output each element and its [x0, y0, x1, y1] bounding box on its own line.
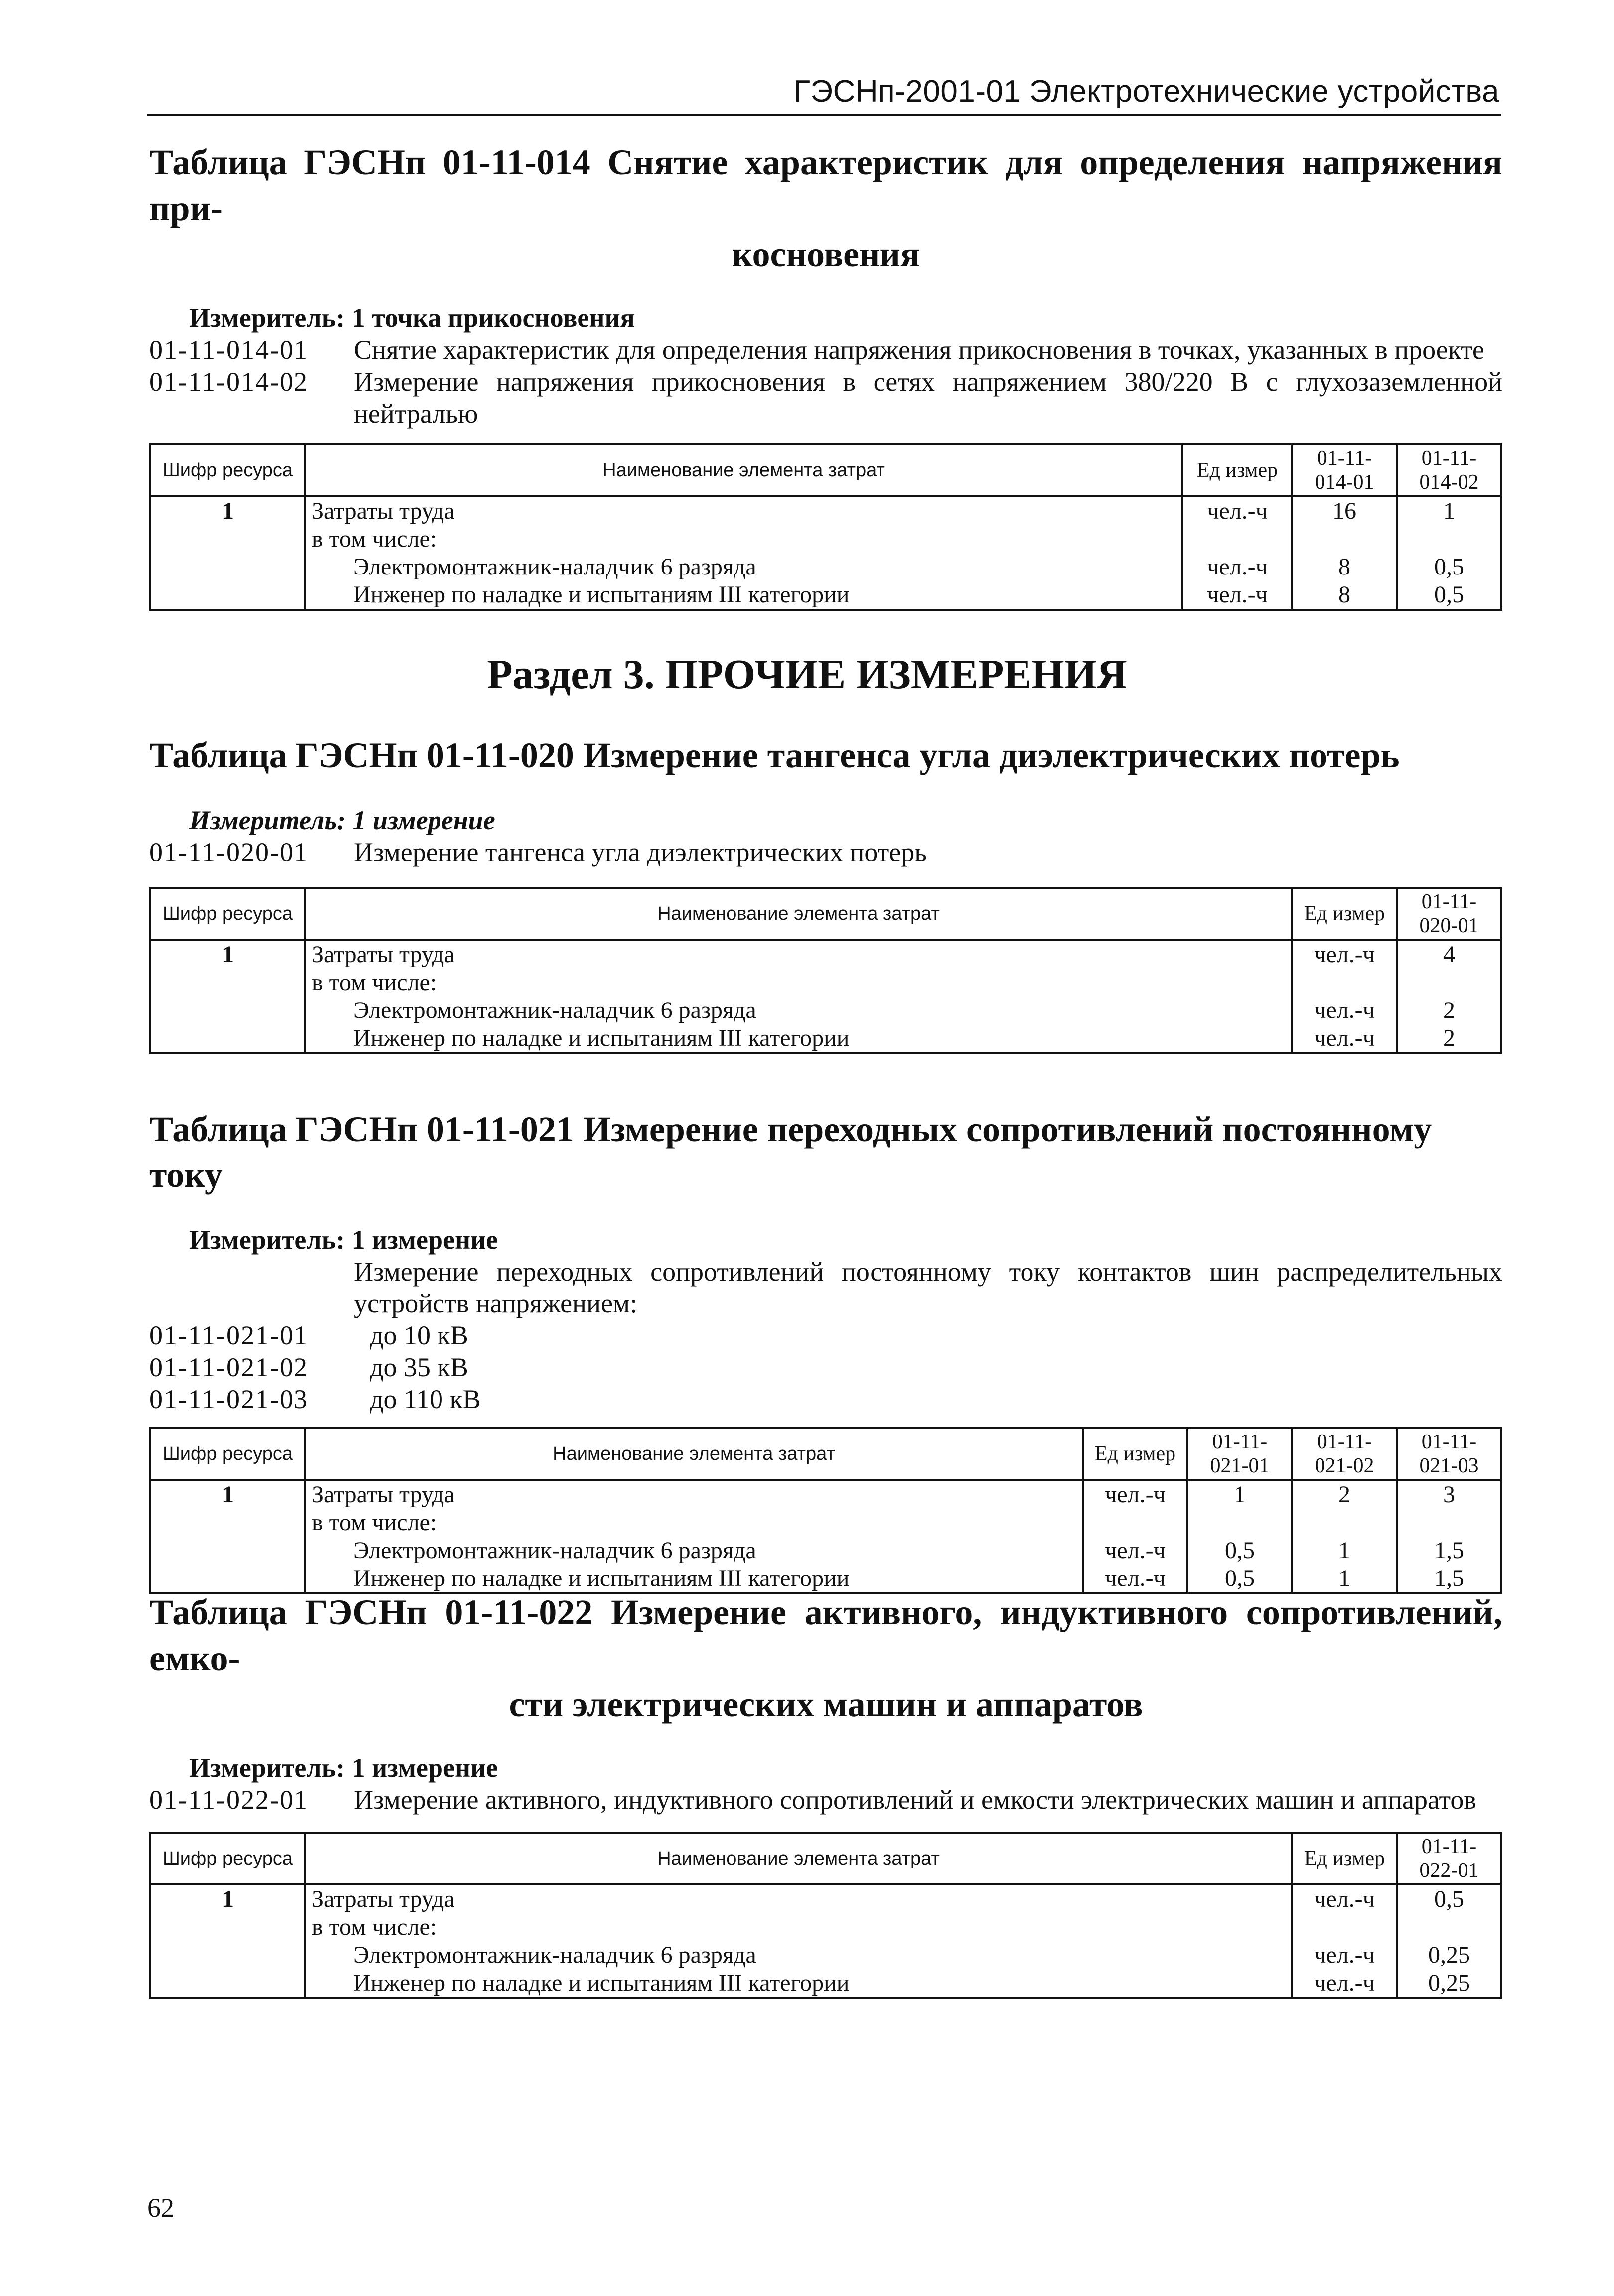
table-020-block — [149, 732, 1502, 1054]
table-020-measurer: Измеритель: 1 измерение — [189, 805, 495, 835]
cell-value: 2 — [1397, 1024, 1501, 1053]
table-020-grid — [149, 887, 1502, 1054]
cell-code: 1 — [150, 496, 305, 525]
header-resource-code: Шифр ресурса — [150, 1428, 305, 1480]
table-row — [150, 1537, 1501, 1565]
table-row — [150, 553, 1501, 581]
header-column-code: 01-11-014-01 — [1292, 444, 1397, 496]
table-020-item — [149, 836, 1502, 868]
cell-unit: чел.-ч — [1292, 940, 1397, 969]
header-column-code: 01-11-020-01 — [1397, 888, 1501, 940]
table-row — [150, 525, 1501, 553]
cell-unit: чел.-ч — [1182, 496, 1292, 525]
cell-name: Инженер по наладке и испытаниям III категории — [305, 1024, 1292, 1053]
item-text: Снятие характеристик для определения напряжения прикосновения в точках, указанных в проекте — [354, 335, 1484, 365]
header-unit: Ед измер — [1182, 444, 1292, 496]
cell-name: Инженер по наладке и испытаниям III категории — [305, 1565, 1083, 1593]
intro-text: Измерение переходных сопротивлений постоянному току контактов шин распределительных устройств напряжением: — [354, 1257, 1502, 1318]
table-022-title-line2: сти электрических машин и аппаратов — [509, 1684, 1143, 1724]
header-resource-code: Шифр ресурса — [150, 1833, 305, 1884]
item-code: 01-11-021-01 — [149, 1320, 308, 1350]
table-021-item — [149, 1351, 1502, 1383]
cell-code: 1 — [150, 1884, 305, 1913]
header-cost-element: Наименование элемента затрат — [305, 888, 1292, 940]
header-rule — [147, 114, 1501, 116]
cell-value: 0,5 — [1187, 1537, 1292, 1565]
table-021-item — [149, 1319, 1502, 1351]
header-cost-element: Наименование элемента затрат — [305, 1833, 1292, 1884]
table-row — [150, 1969, 1501, 1998]
header-column-code: 01-11-014-02 — [1397, 444, 1501, 496]
cell-unit: чел.-ч — [1292, 1969, 1397, 1998]
cell-name: в том числе: — [305, 1913, 1292, 1941]
table-014-grid — [149, 443, 1502, 611]
cell-unit: чел.-ч — [1292, 1024, 1397, 1053]
table-021-title: Таблица ГЭСНп 01-11-021 Измерение переходных сопротивлений постоянному току — [149, 1109, 1432, 1195]
cell-name: Затраты труда — [305, 496, 1182, 525]
table-014-title — [149, 140, 1502, 277]
cell-value: 0,25 — [1397, 1941, 1501, 1969]
table-row — [150, 997, 1501, 1024]
cell-value: 0,5 — [1397, 581, 1501, 610]
cell-name: Затраты труда — [305, 1884, 1292, 1913]
running-head: ГЭСНп-2001-01 Электротехнические устройства — [793, 74, 1499, 109]
table-021-intro — [149, 1256, 1502, 1319]
cell-name: Затраты труда — [305, 940, 1292, 969]
cell-unit: чел.-ч — [1292, 997, 1397, 1024]
cell-value: 1 — [1292, 1565, 1397, 1593]
cell-name: Затраты труда — [305, 1480, 1083, 1509]
table-row — [150, 1913, 1501, 1941]
table-020-title: Таблица ГЭСНп 01-11-020 Измерение тангенса угла диэлектрических потерь — [149, 735, 1400, 775]
cell-value: 3 — [1397, 1480, 1501, 1509]
header-column-code: 01-11-022-01 — [1397, 1833, 1501, 1884]
table-row — [150, 969, 1501, 997]
item-text: Измерение активного, индуктивного сопротивлений и емкости электрических машин и аппаратов — [354, 1785, 1476, 1815]
page-number: 62 — [147, 2193, 174, 2223]
cell-unit: чел.-ч — [1182, 581, 1292, 610]
cell-value: 1,5 — [1397, 1537, 1501, 1565]
table-row — [150, 496, 1501, 525]
cell-value: 1 — [1292, 1537, 1397, 1565]
header-column-code: 01-11-021-01 — [1187, 1428, 1292, 1480]
item-text: Измерение напряжения прикосновения в сетях напряжением 380/220 В с глухозаземленной нейтралью — [354, 367, 1502, 429]
item-code: 01-11-020-01 — [149, 837, 308, 867]
header-resource-code: Шифр ресурса — [150, 444, 305, 496]
item-code: 01-11-014-01 — [149, 335, 308, 365]
table-014-measurer: Измеритель: 1 точка прикосновения — [189, 303, 635, 333]
cell-name: Инженер по наладке и испытаниям III категории — [305, 581, 1182, 610]
table-022-grid — [149, 1832, 1502, 1999]
header-cost-element: Наименование элемента затрат — [305, 444, 1182, 496]
item-code: 01-11-021-03 — [149, 1384, 308, 1414]
cell-value: 1 — [1187, 1480, 1292, 1509]
cell-unit: чел.-ч — [1292, 1884, 1397, 1913]
table-row — [150, 1480, 1501, 1509]
table-row — [150, 1941, 1501, 1969]
cell-unit: чел.-ч — [1083, 1565, 1187, 1593]
item-text: до 10 кВ — [370, 1320, 468, 1350]
table-021-item — [149, 1383, 1502, 1415]
item-code: 01-11-014-02 — [149, 367, 308, 397]
cell-unit: чел.-ч — [1292, 1941, 1397, 1969]
cell-value: 2 — [1292, 1480, 1397, 1509]
cell-value: 2 — [1397, 997, 1501, 1024]
item-text: до 110 кВ — [370, 1384, 481, 1414]
table-014-item — [149, 366, 1502, 430]
section-title: Раздел 3. ПРОЧИЕ ИЗМЕРЕНИЯ — [487, 651, 1127, 698]
item-text: до 35 кВ — [370, 1352, 468, 1382]
cell-value: 0,5 — [1187, 1565, 1292, 1593]
table-021-measurer: Измеритель: 1 измерение — [189, 1225, 498, 1255]
cell-name: Электромонтажник-наладчик 6 разряда — [305, 997, 1292, 1024]
table-row — [150, 1024, 1501, 1053]
table-014-title-line2: косновения — [732, 234, 920, 274]
cell-name: в том числе: — [305, 525, 1182, 553]
cell-unit: чел.-ч — [1083, 1480, 1187, 1509]
cell-code: 1 — [150, 940, 305, 969]
header-unit: Ед измер — [1292, 1833, 1397, 1884]
cell-name: Электромонтажник-наладчик 6 разряда — [305, 1941, 1292, 1969]
cell-value: 16 — [1292, 496, 1397, 525]
header-cost-element: Наименование элемента затрат — [305, 1428, 1083, 1480]
table-014-title-line1: Таблица ГЭСНп 01-11-014 Снятие характеристик для определения напряжения при- — [149, 143, 1502, 228]
table-014-block — [149, 140, 1502, 611]
table-022-title — [149, 1589, 1502, 1727]
header-resource-code: Шифр ресурса — [150, 888, 305, 940]
cell-name: в том числе: — [305, 1509, 1083, 1537]
cell-value: 0,5 — [1397, 553, 1501, 581]
cell-name: Электромонтажник-наладчик 6 разряда — [305, 553, 1182, 581]
table-021-grid — [149, 1427, 1502, 1594]
cell-name: Электромонтажник-наладчик 6 разряда — [305, 1537, 1083, 1565]
cell-value: 0,5 — [1397, 1884, 1501, 1913]
cell-unit: чел.-ч — [1083, 1537, 1187, 1565]
table-row — [150, 1884, 1501, 1913]
item-text: Измерение тангенса угла диэлектрических потерь — [354, 837, 927, 867]
table-row — [150, 940, 1501, 969]
cell-value: 8 — [1292, 581, 1397, 610]
cell-code: 1 — [150, 1480, 305, 1509]
table-021-block — [149, 1106, 1502, 1594]
item-code: 01-11-022-01 — [149, 1785, 308, 1815]
table-022-item — [149, 1784, 1502, 1816]
table-row — [150, 1509, 1501, 1537]
header-column-code: 01-11-021-02 — [1292, 1428, 1397, 1480]
cell-value: 8 — [1292, 553, 1397, 581]
cell-unit: чел.-ч — [1182, 553, 1292, 581]
cell-value: 1 — [1397, 496, 1501, 525]
item-code: 01-11-021-02 — [149, 1352, 308, 1382]
table-022-title-line1: Таблица ГЭСНп 01-11-022 Измерение активного, индуктивного сопротивлений, емко- — [149, 1592, 1502, 1678]
cell-value: 0,25 — [1397, 1969, 1501, 1998]
header-column-code: 01-11-021-03 — [1397, 1428, 1501, 1480]
header-unit: Ед измер — [1083, 1428, 1187, 1480]
table-022-measurer: Измеритель: 1 измерение — [189, 1753, 498, 1783]
table-014-item — [149, 334, 1502, 366]
cell-name: в том числе: — [305, 969, 1292, 997]
cell-name: Инженер по наладке и испытаниям III категории — [305, 1969, 1292, 1998]
cell-value: 4 — [1397, 940, 1501, 969]
header-unit: Ед измер — [1292, 888, 1397, 940]
table-022-block — [149, 1589, 1502, 1999]
table-row — [150, 581, 1501, 610]
cell-value: 1,5 — [1397, 1565, 1501, 1593]
